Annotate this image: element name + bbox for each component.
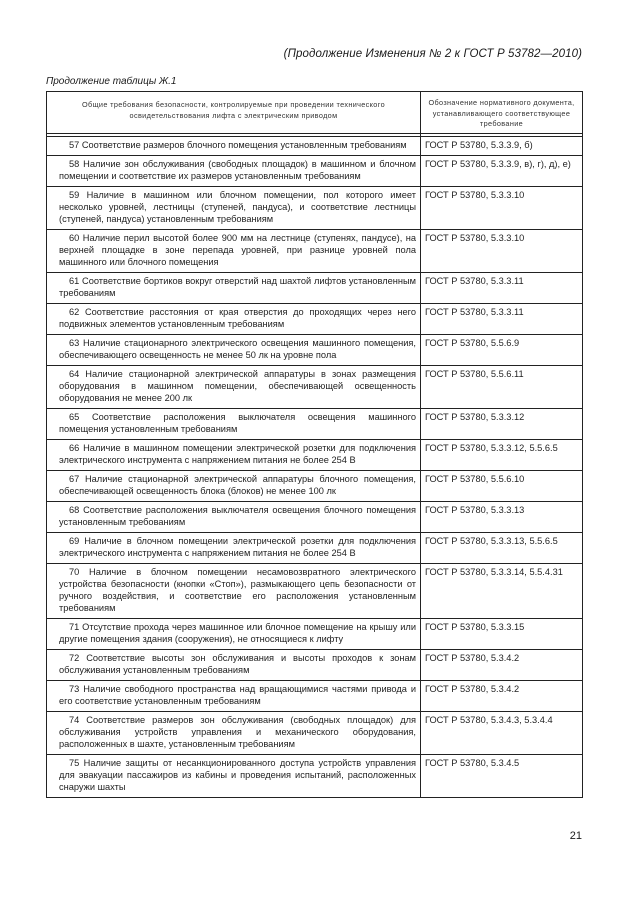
designation-cell: ГОСТ Р 53780, 5.3.4.2 (421, 681, 583, 712)
requirement-cell: 58 Наличие зон обслуживания (свободных площадок) в машинном и блочном помещении и соответствие их размеров установленным требованиям (47, 156, 421, 187)
amendment-header: (Продолжение Изменения № 2 к ГОСТ Р 53782—2010) (283, 48, 582, 60)
designation-cell: ГОСТ Р 53780, 5.3.3.13 (421, 502, 583, 533)
table-row (47, 304, 583, 335)
designation-cell: ГОСТ Р 53780, 5.3.3.10 (421, 230, 583, 273)
table-row (47, 619, 583, 650)
requirement-cell: 67 Наличие стационарной электрической аппаратуры блочного помещения, обеспечивающей освещенность блока (блоков) не менее 100 лк (47, 471, 421, 502)
table-row (47, 681, 583, 712)
requirement-cell: 57 Соответствие размеров блочного помещения установленным требованиям (47, 137, 421, 156)
table-row (47, 335, 583, 366)
designation-cell: ГОСТ Р 53780, 5.3.3.11 (421, 304, 583, 335)
table-row (47, 440, 583, 471)
table-row (47, 230, 583, 273)
requirement-cell: 72 Соответствие высоты зон обслуживания и высоты проходов к зонам обслуживания установленным требованиям (47, 650, 421, 681)
table-header-row (47, 92, 583, 134)
requirement-cell: 62 Соответствие расстояния от края отверстия до проходящих через него подвижных элементов установленным требованиям (47, 304, 421, 335)
table-row (47, 137, 583, 156)
designation-cell: ГОСТ Р 53780, 5.3.4.3, 5.3.4.4 (421, 712, 583, 755)
requirement-cell: 70 Наличие в блочном помещении несамовозвратного электрического устройства безопасности (кнопки «Стоп»), размыкающего цепь безопасности от ручного воздействия, и соответствие его расположения установленным требованиям (47, 564, 421, 619)
table-row (47, 533, 583, 564)
requirement-cell: 73 Наличие свободного пространства над вращающимися частями привода и его соответствие установленным требованиям (47, 681, 421, 712)
column-header-requirements: Общие требования безопасности, контролируемые при проведении технического освидетельствования лифта с электрическим приводом (47, 92, 421, 134)
requirement-cell: 68 Соответствие расположения выключателя освещения блочного помещения установленным требованиям (47, 502, 421, 533)
table-row (47, 502, 583, 533)
designation-cell: ГОСТ Р 53780, 5.3.3.12 (421, 409, 583, 440)
table-row (47, 366, 583, 409)
requirement-cell: 64 Наличие стационарной электрической аппаратуры в зонах размещения оборудования в машинном помещении, обеспечивающей освещенность оборудования не менее 200 лк (47, 366, 421, 409)
designation-cell: ГОСТ Р 53780, 5.3.3.14, 5.5.4.31 (421, 564, 583, 619)
requirements-table (46, 91, 583, 798)
designation-cell: ГОСТ Р 53780, 5.3.4.5 (421, 755, 583, 798)
designation-cell: ГОСТ Р 53780, 5.3.3.13, 5.5.6.5 (421, 533, 583, 564)
requirement-cell: 60 Наличие перил высотой более 900 мм на лестнице (ступенях, пандусе), на верхней площадке в зоне перепада уровней, при разнице уровней пола машинного или блочного помещения (47, 230, 421, 273)
table-caption: Продолжение таблицы Ж.1 (46, 76, 177, 87)
designation-cell: ГОСТ Р 53780, 5.5.6.9 (421, 335, 583, 366)
designation-cell: ГОСТ Р 53780, 5.3.3.9, б) (421, 137, 583, 156)
designation-cell: ГОСТ Р 53780, 5.3.3.9, в), г), д), е) (421, 156, 583, 187)
table-row (47, 755, 583, 798)
table-row (47, 156, 583, 187)
designation-cell: ГОСТ Р 53780, 5.5.6.10 (421, 471, 583, 502)
requirement-cell: 69 Наличие в блочном помещении электрической розетки для подключения электрического инструмента с напряжением питания не более 254 В (47, 533, 421, 564)
table-row (47, 409, 583, 440)
table-row (47, 471, 583, 502)
designation-cell: ГОСТ Р 53780, 5.3.4.2 (421, 650, 583, 681)
designation-cell: ГОСТ Р 53780, 5.5.6.11 (421, 366, 583, 409)
requirement-cell: 66 Наличие в машинном помещении электрической розетки для подключения электрического инструмента с напряжением питания не более 254 В (47, 440, 421, 471)
requirement-cell: 61 Соответствие бортиков вокруг отверстий над шахтой лифтов установленным требованиям (47, 273, 421, 304)
designation-cell: ГОСТ Р 53780, 5.3.3.11 (421, 273, 583, 304)
table-row (47, 273, 583, 304)
table-row (47, 650, 583, 681)
requirement-cell: 71 Отсутствие прохода через машинное или блочное помещение на крышу или другие помещения здания (сооружения), не относящиеся к лифту (47, 619, 421, 650)
requirement-cell: 74 Соответствие размеров зон обслуживания (свободных площадок) для обслуживания устройств управления и механического оборудования, расположенных в шахте, установленным требованиям (47, 712, 421, 755)
designation-cell: ГОСТ Р 53780, 5.3.3.10 (421, 187, 583, 230)
requirement-cell: 63 Наличие стационарного электрического освещения машинного помещения, обеспечивающего освещенность не менее 50 лк на уровне пола (47, 335, 421, 366)
table-row (47, 712, 583, 755)
requirement-cell: 75 Наличие защиты от несанкционированного доступа устройств управления для эвакуации пассажиров из кабины и проведения испытаний, расположенных снаружи шахты (47, 755, 421, 798)
column-header-designation: Обозначение нормативного документа, устанавливающего соответствующее требование (421, 92, 583, 134)
page-number: 21 (569, 830, 582, 842)
table-row (47, 564, 583, 619)
designation-cell: ГОСТ Р 53780, 5.3.3.15 (421, 619, 583, 650)
table-body (47, 134, 583, 798)
requirement-cell: 59 Наличие в машинном или блочном помещении, пол которого имеет несколько уровней, лестницы (ступеней, пандуса), и соответствие лестницы (ступеней, пандуса) установленным требованиям (47, 187, 421, 230)
table-row (47, 187, 583, 230)
designation-cell: ГОСТ Р 53780, 5.3.3.12, 5.5.6.5 (421, 440, 583, 471)
requirement-cell: 65 Соответствие расположения выключателя освещения машинного помещения установленным требованиям (47, 409, 421, 440)
